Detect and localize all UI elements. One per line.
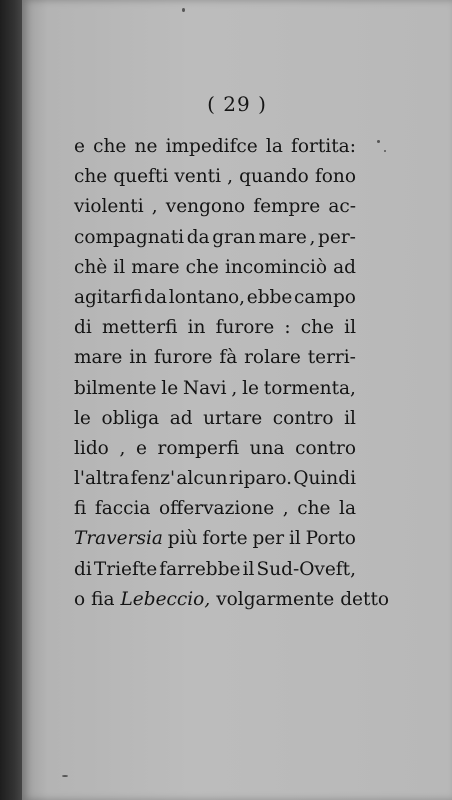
text-word: Navi	[182, 377, 227, 399]
text-line	[74, 434, 356, 464]
text-line	[74, 404, 356, 434]
text-word: chè	[74, 256, 108, 278]
text-word: urtare	[203, 407, 263, 429]
text-word: fà	[219, 347, 238, 369]
text-word: ,	[119, 437, 126, 459]
text-word: ac-	[328, 196, 356, 218]
text-word: Sud-Oveft,	[256, 558, 356, 580]
text-word: lontano,	[168, 286, 246, 308]
text-word: ,	[151, 196, 158, 218]
text-word: agitarfi	[74, 286, 143, 308]
text-word: detto	[340, 588, 390, 610]
text-word: farrebbe	[159, 558, 241, 580]
text-line	[74, 494, 356, 524]
text-word: venti	[174, 166, 222, 188]
text-word: lido	[74, 437, 109, 459]
text-word: volgarmente	[216, 588, 335, 610]
text-word: Triefte	[93, 558, 158, 580]
text-word: fenz'	[130, 468, 176, 490]
text-word: la	[265, 136, 283, 157]
body-text	[74, 132, 390, 615]
book-gutter	[0, 0, 24, 800]
text-line	[74, 223, 356, 253]
text-word: :	[284, 317, 291, 339]
text-word: quefti	[113, 166, 169, 188]
text-word: da	[186, 226, 210, 248]
text-line	[74, 253, 356, 283]
text-word: le	[161, 377, 179, 399]
text-word: mare	[258, 226, 307, 248]
text-word: riparo.	[228, 468, 293, 490]
text-word: Traversia	[74, 528, 163, 550]
text-line	[74, 585, 390, 615]
text-word: Porto	[305, 528, 356, 550]
text-word: le	[74, 407, 91, 429]
text-word: il	[113, 256, 126, 278]
text-word: fortita:	[291, 136, 356, 157]
text-line	[74, 524, 356, 554]
text-word: campo	[294, 286, 356, 308]
text-line	[74, 162, 356, 192]
text-word: forte	[202, 528, 248, 550]
paper-speck	[377, 140, 380, 143]
text-word: rolare	[244, 347, 301, 369]
text-word: più	[167, 528, 198, 550]
text-word: per-	[318, 226, 356, 248]
text-word: o	[74, 588, 86, 610]
paper-speck	[62, 775, 68, 777]
text-word: che	[93, 136, 127, 157]
text-word: Lebeccio,	[120, 588, 211, 610]
text-word: di	[74, 558, 92, 580]
text-word: fia	[91, 588, 115, 610]
text-word: contro	[272, 407, 334, 429]
text-word: in	[129, 347, 148, 369]
text-word: fi	[74, 498, 87, 520]
text-word: che	[300, 317, 334, 339]
text-word: mare	[131, 256, 180, 278]
text-word: che	[297, 498, 331, 520]
text-line	[74, 374, 356, 404]
text-word: il	[288, 528, 301, 550]
text-word: tormenta,	[263, 377, 356, 399]
text-word: bilmente	[74, 377, 157, 399]
text-word: il	[344, 407, 356, 429]
paper-speck	[384, 150, 386, 152]
text-word: ebbe	[246, 286, 293, 308]
paper-speck	[182, 8, 185, 12]
text-word: Quindi	[293, 468, 356, 490]
text-word: metterfi	[101, 317, 178, 339]
text-word: e	[74, 136, 85, 157]
text-word: per	[252, 528, 285, 550]
text-word: ne	[134, 136, 158, 157]
page-number: ( 29 )	[207, 92, 267, 116]
text-word: fono	[314, 166, 356, 188]
text-word: ,	[231, 377, 238, 399]
text-word: compagnati	[74, 226, 185, 248]
text-word: una	[249, 437, 285, 459]
text-word: mare	[74, 347, 123, 369]
text-line	[74, 343, 356, 373]
text-word: e	[135, 437, 147, 459]
text-word: in	[187, 317, 206, 339]
text-word: vengono	[165, 196, 246, 218]
text-word: offervazione	[159, 498, 275, 520]
text-word: gran	[212, 226, 256, 248]
text-line	[74, 464, 356, 494]
text-word: di	[74, 317, 92, 339]
text-line	[74, 192, 356, 222]
text-word: impedifce	[165, 136, 258, 157]
text-word: che	[74, 166, 108, 188]
text-line	[74, 283, 356, 313]
text-line	[74, 132, 356, 162]
text-word: faccia	[94, 498, 151, 520]
text-line	[74, 555, 356, 585]
book-page	[22, 0, 452, 800]
text-word: violenti	[74, 196, 144, 218]
text-word: terri-	[307, 347, 356, 369]
text-word: da	[144, 286, 167, 308]
text-word: obliga	[101, 407, 160, 429]
text-word: ad	[169, 407, 193, 429]
text-word: fempre	[253, 196, 321, 218]
text-word: il	[344, 317, 356, 339]
text-word: che	[185, 256, 219, 278]
text-word: ,	[309, 226, 316, 248]
text-word: furore	[153, 347, 213, 369]
text-word: incominciò	[224, 256, 328, 278]
text-word: contro	[295, 437, 356, 459]
text-word: quando	[239, 166, 309, 188]
text-word: ,	[227, 166, 234, 188]
text-word: le	[242, 377, 259, 399]
text-word: l'altra	[74, 468, 130, 490]
text-line	[74, 313, 356, 343]
text-word: furore	[215, 317, 275, 339]
text-word: ,	[282, 498, 289, 520]
text-word: la	[339, 498, 356, 520]
text-word: il	[242, 558, 255, 580]
text-word: romperfi	[157, 437, 240, 459]
text-word: alcun	[176, 468, 228, 490]
text-word: ad	[333, 256, 356, 278]
